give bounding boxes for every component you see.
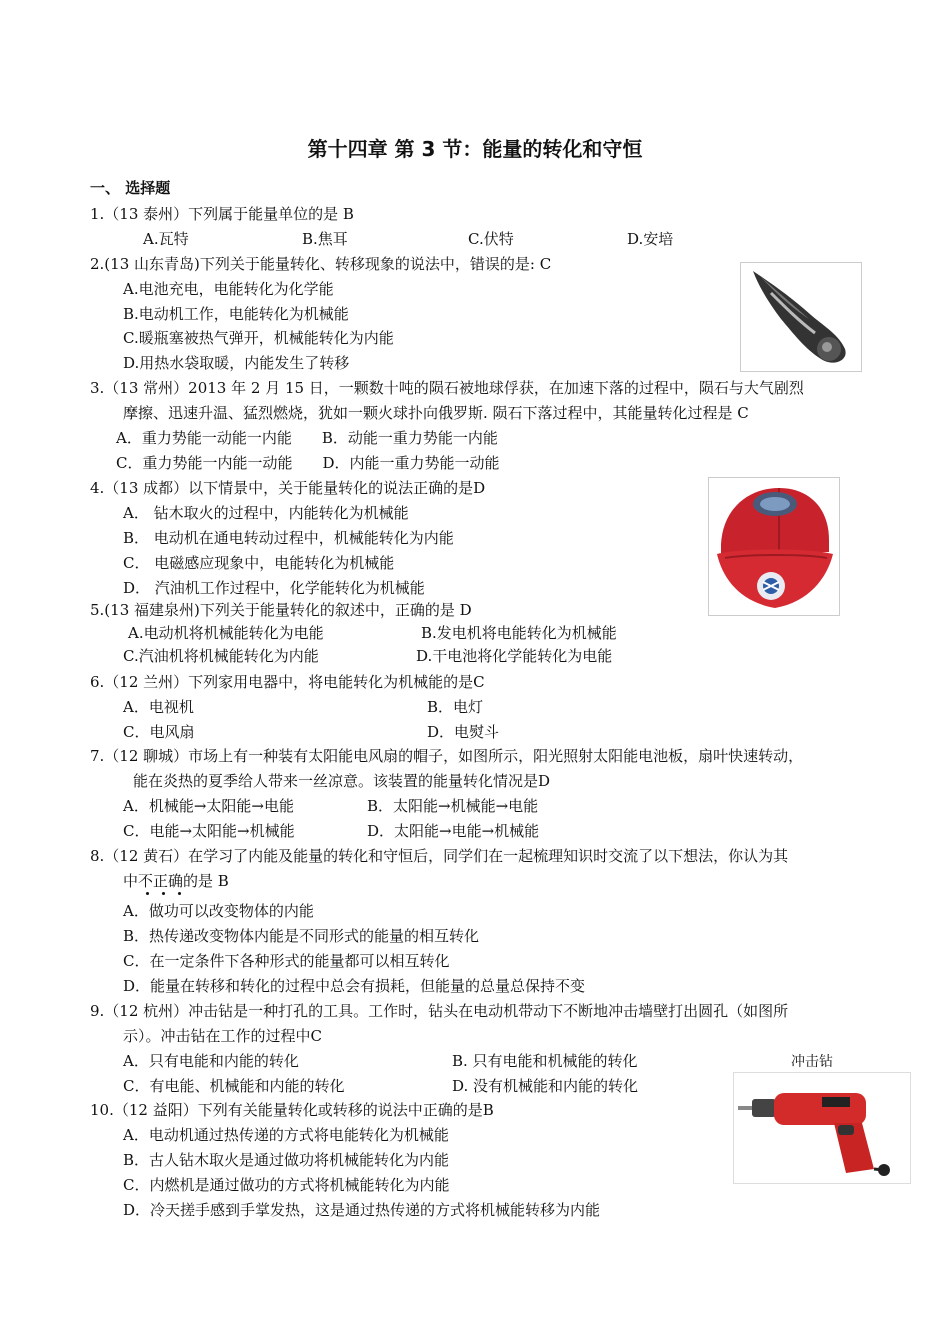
question-3-options-ab: A．重力势能一动能一内能 B．动能一重力势能一内能 [116,429,498,447]
question-2-option-c: C.暖瓶塞被热气弹开，机械能转化为内能 [123,329,394,347]
question-7-stem-line2: 能在炎热的夏季给人带来一丝凉意。该装置的能量转化情况是D [133,772,551,790]
question-4-option-a: A． 钻木取火的过程中，内能转化为机械能 [123,504,409,522]
question-5-option-d: D.干电池将化学能转化为电能 [416,647,613,665]
question-7-option-b: B．太阳能→机械能→电能 [367,797,539,815]
question-5-stem: 5.(13 福建泉州)下列关于能量转化的叙述中，正确的是 D [90,601,472,619]
question-2-stem: 2.(13 山东青岛)下列关于能量转化、转移现象的说法中，错误的是: C [90,255,552,273]
question-6-stem: 6.（12 兰州）下列家用电器中，将电能转化为机械能的是C [90,673,485,691]
question-8-option-b: B．热传递改变物体内能是不同形式的能量的相互转化 [123,927,480,945]
question-9-option-b: B. 只有电能和机械能的转化 [452,1052,638,1070]
question-1-option-d: D.安培 [627,230,674,248]
solar-fan-cap-image [708,477,840,616]
question-8-option-d: D．能量在转移和转化的过程中总会有损耗，但能量的总量总保持不变 [123,977,586,995]
question-7-option-a: A．机械能→太阳能→电能 [123,797,294,815]
question-2-option-a: A.电池充电，电能转化为化学能 [123,280,334,298]
question-7-stem-line1: 7.（12 聊城）市场上有一种装有太阳能电风扇的帽子，如图所示，阳光照射太阳能电池板，扇叶快速转动， [90,747,804,765]
question-2-option-b: B.电动机工作，电能转化为机械能 [123,305,349,323]
drill-caption: 冲击钻 [791,1054,833,1070]
question-7-option-d: D．太阳能→电能→机械能 [367,822,540,840]
emphasis-dot [162,892,165,895]
question-8-option-a: A．做功可以改变物体的内能 [123,902,314,920]
question-8-option-c: C．在一定条件下各种形式的能量都可以相互转化 [123,952,450,970]
impact-drill-image [733,1072,911,1184]
question-10-option-a: A．电动机通过热传递的方式将电能转化为机械能 [123,1126,449,1144]
meteor-image [740,262,862,372]
question-3-stem-line1: 3.（13 常州）2013 年 2 月 15 日，一颗数十吨的陨石被地球俘获，在加速下落的过程中，陨石与大气剧烈 [90,379,804,397]
question-5-option-c: C.汽油机将机械能转化为内能 [123,647,319,665]
question-3-stem-line2: 摩擦、迅速升温、猛烈燃烧，犹如一颗火球扑向俄罗斯. 陨石下落过程中，其能量转化过程是 C [123,404,749,422]
question-5-option-a: A.电动机将机械能转化为电能 [128,624,324,642]
question-4-option-c: C． 电磁感应现象中，电能转化为机械能 [123,554,395,572]
question-8-stem-line1: 8.（12 黄石）在学习了内能及能量的转化和守恒后，同学们在一起梳理知识时交流了以下想法，你认为其 [90,847,789,865]
section-heading: 一、 选择题 [90,179,171,197]
question-8-stem-line2: 中不正确的是 B [123,872,229,890]
question-4-stem: 4.（13 成都）以下情景中，关于能量转化的说法正确的是D [90,479,486,497]
question-1-stem: 1.（13 泰州）下列属于能量单位的是 B [90,205,354,223]
question-9-option-a: A．只有电能和内能的转化 [123,1052,299,1070]
question-7-option-c: C．电能→太阳能→机械能 [123,822,295,840]
question-9-option-c: C．有电能、机械能和内能的转化 [123,1077,345,1095]
question-1-option-b: B.焦耳 [302,230,348,248]
question-10-stem: 10.（12 益阳）下列有关能量转化或转移的说法中正确的是B [90,1101,494,1119]
question-6-option-b: B．电灯 [427,698,484,716]
question-10-option-b: B．古人钻木取火是通过做功将机械能转化为内能 [123,1151,450,1169]
question-10-option-c: C．内燃机是通过做功的方式将机械能转化为内能 [123,1176,450,1194]
question-5-option-b: B.发电机将电能转化为机械能 [421,624,617,642]
question-9-option-d: D. 没有机械能和内能的转化 [452,1077,639,1095]
emphasis-dot [146,892,149,895]
question-3-options-cd: C．重力势能一内能一动能 D．内能一重力势能一动能 [116,454,500,472]
question-2-option-d: D.用热水袋取暖，内能发生了转移 [123,354,350,372]
emphasis-dot [178,892,181,895]
question-6-option-c: C．电风扇 [123,723,195,741]
page-title: 第十四章 第 3 节：能量的转化和守恒 [307,137,643,161]
question-10-option-d: D．冷天搓手感到手掌发热，这是通过热传递的方式将机械能转移为内能 [123,1201,601,1219]
question-1-option-c: C.伏特 [468,230,514,248]
question-9-stem-line2: 示）。冲击钻在工作的过程中C [123,1027,322,1045]
question-4-option-b: B． 电动机在通电转动过程中，机械能转化为内能 [123,529,454,547]
question-4-option-d: D． 汽油机工作过程中，化学能转化为机械能 [123,579,425,597]
question-6-option-a: A．电视机 [123,698,194,716]
question-9-stem-line1: 9.（12 杭州）冲击钻是一种打孔的工具。工作时，钻头在电动机带动下不断地冲击墙壁打出圆孔（如图所 [90,1002,789,1020]
question-6-option-d: D．电熨斗 [427,723,500,741]
question-1-option-a: A.瓦特 [143,230,189,248]
